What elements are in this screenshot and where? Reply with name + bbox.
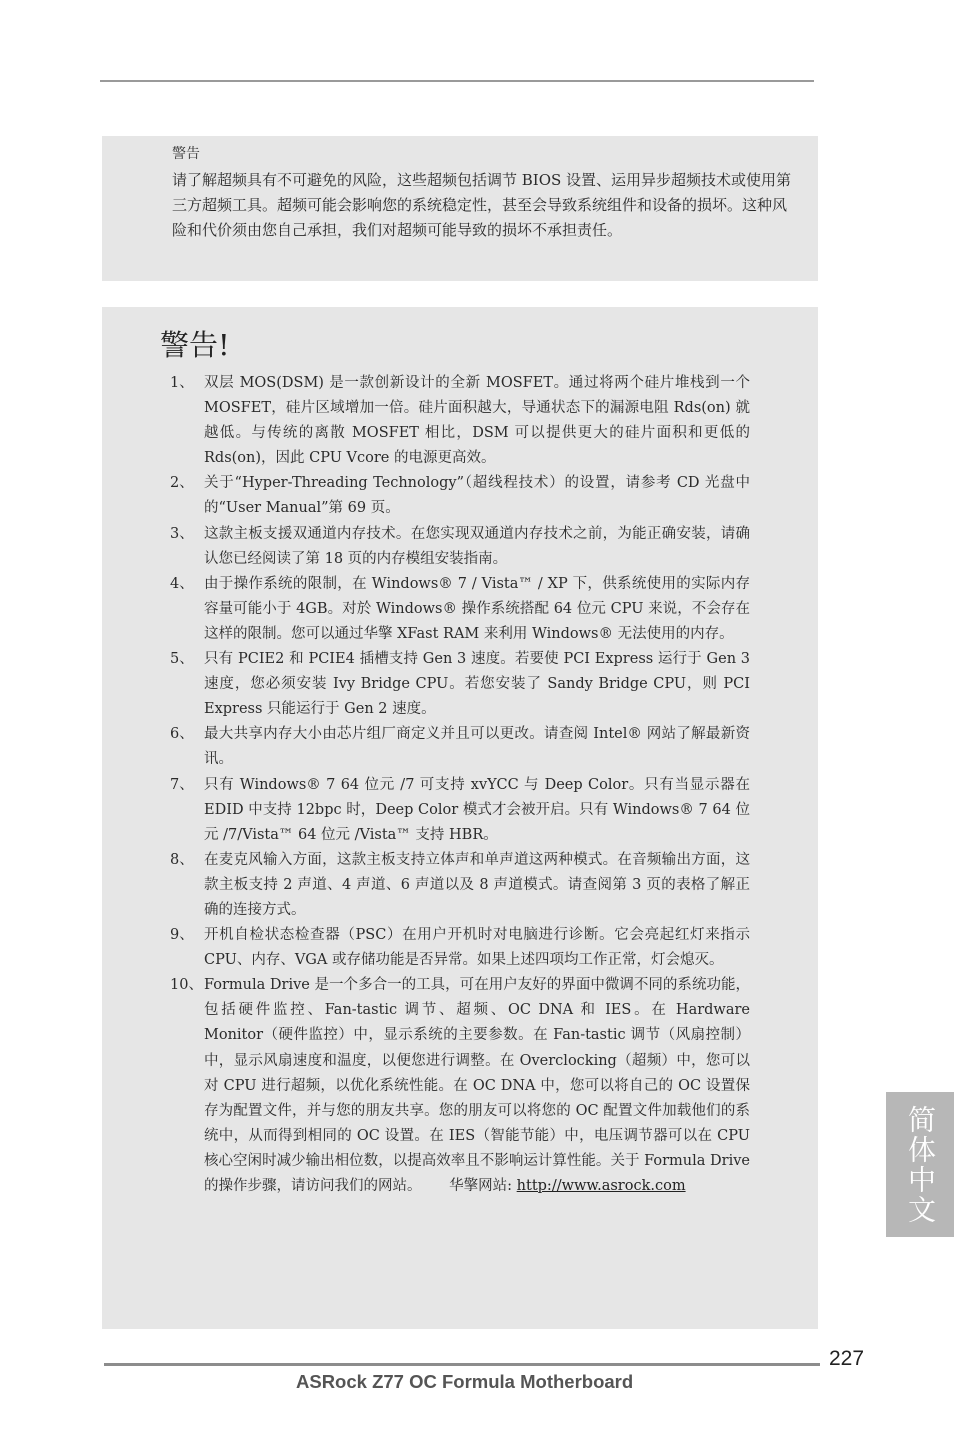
- warning-title: 警告!: [160, 328, 230, 362]
- warning-item: [160, 973, 750, 1199]
- item-number: 2、: [170, 475, 194, 492]
- warning-item: [160, 371, 750, 471]
- warning-item: [160, 722, 750, 772]
- footer-title: ASRock Z77 OC Formula Motherboard: [296, 1371, 634, 1392]
- warning-item: [160, 471, 750, 521]
- bottom-rule: [104, 1363, 820, 1366]
- notice-text: 请了解超频具有不可避免的风险，这些超频包括调节 BIOS 设置、运用异步超频技术或使用第三方超频工具。超频可能会影响您的系统稳定性，甚至会导致系统组件和设备的损坏。这种风险和代价须由您自己承担，我们对超频可能导致的损坏不承担责任。: [172, 171, 792, 239]
- item-number: 1、: [170, 375, 194, 391]
- item-number: 9、: [170, 927, 194, 944]
- item-number: 7、: [170, 776, 194, 793]
- item-text: 最大共享内存大小由芯片组厂商定义并且可以更改。请查阅 Intel® 网站了解最新资讯。: [204, 726, 750, 768]
- item-number: 10、: [170, 977, 203, 994]
- notice-title: 警告: [172, 146, 200, 162]
- item-text: 只有 PCIE2 和 PCIE4 插槽支持 Gen 3 速度。若要使 PCI Express 运行于 Gen 3 速度，您必须安装 Ivy Bridge CPU。若您安装了 Sandy Bridge CPU，则 PCI Express 只能运行于 Gen 2 速度。: [204, 651, 750, 718]
- website-link[interactable]: http://www.asrock.com: [516, 1178, 686, 1194]
- item-text: 开机自检状态检查器（PSC）在用户开机时对电脑进行诊断。它会亮起红灯来指示 CPU、内存、VGA 或存储功能是否异常。如果上述四项均工作正常，灯会熄灭。: [204, 927, 750, 969]
- warning-item: [160, 572, 750, 647]
- website-label: 华擎网站:: [449, 1178, 513, 1194]
- language-tab-label: 简体中文: [904, 1104, 937, 1225]
- overclock-notice-box: [102, 136, 818, 281]
- page-number: 227: [829, 1347, 865, 1370]
- top-rule: [100, 80, 814, 82]
- warning-item: [160, 522, 750, 572]
- item-text: 在麦克风输入方面，这款主板支持立体声和单声道这两种模式。在音频输出方面，这款主板支持 2 声道、4 声道、6 声道以及 8 声道模式。请查阅第 3 页的表格了解正确的连接方式。: [204, 851, 750, 918]
- item-text: 只有 Windows® 7 64 位元 /7 可支持 xvYCC 与 Deep Color。只有当显示器在 EDID 中支持 12bpc 时，Deep Color 模式才会被开启。只有 Windows® 7 64 位元 /7/Vista™ 64 位元 /Vista™ 支持 HBR。: [204, 776, 750, 843]
- item-number: 3、: [170, 525, 194, 542]
- item-number: 5、: [170, 651, 194, 668]
- item-text: 由于操作系统的限制，在 Windows® 7 / Vista™ / XP 下，供系统使用的实际内存容量可能小于 4GB。对於 Windows® 操作系统搭配 64 位元 CPU 来说，不会存在这样的限制。您可以通过华擎 XFast RAM 来利用 Windows® 无法使用的内存。: [204, 575, 750, 642]
- item-text-body: Formula Drive 是一个多合一的工具，可在用户友好的界面中微调不同的系统功能，包括硬件监控、Fan-tastic 调节、超频、OC DNA 和 IES。在 Hardware Monitor（硬件监控）中，显示系统的主要参数。在 Fan-tastic 调节（风扇控制）中，显示风扇速度和温度，以便您进行调整。在 Overclocking（超频）中，您可以对 CPU 进行超频，以优化系统性能。在 OC DNA 中，您可以将自己的 OC 设置保存为配置文件，并与您的朋友共享。您的朋友可以将您的 OC 配置文件加载他们的系统中，从而得到相同的 OC 设置。在 IES（智能节能）中，电压调节器可以在 CPU 核心空闲时减少输出相位数，以提高效率且不影响运计算性能。关于 Formula Drive 的操作步骤，请访问我们的网站。: [204, 977, 750, 1194]
- item-number: 6、: [170, 726, 194, 743]
- item-number: 8、: [170, 851, 194, 868]
- warning-box: [102, 307, 818, 1329]
- warning-item: [160, 923, 750, 973]
- warning-item: [160, 773, 750, 848]
- item-text: 这款主板支援双通道内存技术。在您实现双通道内存技术之前，为能正确安装，请确认您已经阅读了第 18 页的内存模组安装指南。: [204, 525, 750, 567]
- item-text: 关于“Hyper-Threading Technology”（超线程技术）的设置，请参考 CD 光盘中的“User Manual”第 69 页。: [204, 475, 750, 517]
- item-text: 双层 MOS(DSM) 是一款创新设计的全新 MOSFET。通过将两个硅片堆栈到一个 MOSFET，硅片区域增加一倍。硅片面积越大，导通状态下的漏源电阻 Rds(on) 就越低。与传统的离散 MOSFET 相比，DSM 可以提供更大的硅片面积和更低的 Rds(on)，因此 CPU Vcore 的电源更高效。: [204, 375, 750, 467]
- warning-item: [160, 848, 750, 923]
- language-tab: [886, 1092, 954, 1237]
- warning-item: [160, 647, 750, 722]
- item-number: 4、: [170, 575, 194, 592]
- item-text: [204, 973, 750, 1199]
